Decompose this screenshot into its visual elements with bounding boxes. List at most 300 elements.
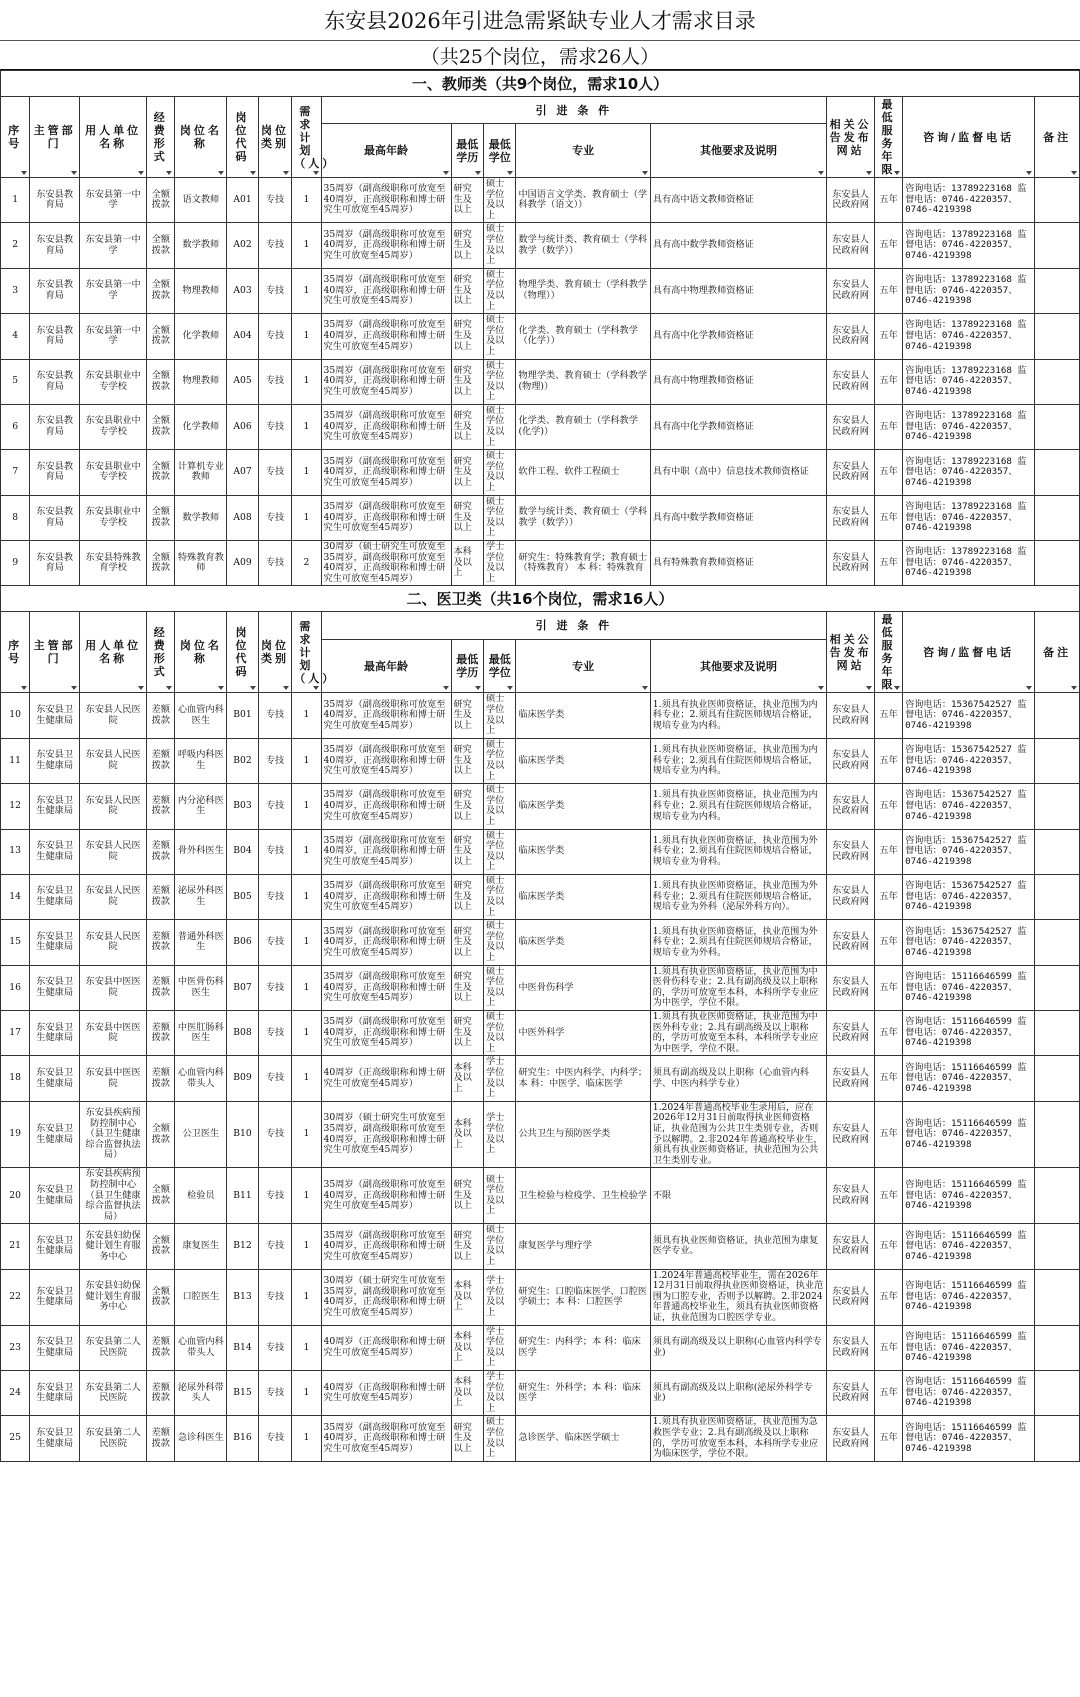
cell-age: 40周岁（正高级职称和博士研究生可放宽至45周岁）: [321, 1325, 451, 1370]
cell-site: 东安县人民政府网: [827, 495, 875, 540]
cell-deg: 硕士学位及以上: [483, 920, 515, 965]
column-header-conditions: 引 进 条 件: [321, 97, 827, 124]
cell-unit: 东安县职业中专学校: [80, 450, 147, 495]
table-row: [1, 495, 1080, 540]
cell-dept: 东安县卫生健康局: [30, 1371, 80, 1416]
cell-plan: 1: [292, 965, 321, 1010]
cell-other: 须具有副高级及以上职称(泌尿外科学专业): [650, 1371, 827, 1416]
cell-post: 化学教师: [175, 314, 227, 359]
cell-deg: 学士学位及以上: [483, 1269, 515, 1325]
cell-code: B01: [227, 693, 258, 738]
cell-other: 1.须具有执业医师资格证，执业范围为中医骨伤科专业；2.具有副高级及以上职称的，学历可放宽至本科，本科所学专业应为中医学，学位不限。: [650, 965, 827, 1010]
cell-age: 30周岁（硕士研究生可放宽至35周岁，副高级职称可放宽至40周岁，正高级职称和博士研究生可放宽至45周岁）: [321, 541, 451, 586]
cell-note: [1035, 738, 1080, 783]
cell-site: 东安县人民政府网: [827, 1325, 875, 1370]
cell-plan: 1: [292, 1168, 321, 1224]
column-header-code[interactable]: 岗位代码: [227, 97, 258, 178]
column-header-years[interactable]: 最低服务年限: [874, 97, 902, 178]
cell-unit: 东安县中医医院: [80, 1056, 147, 1101]
cell-phone: 咨询电话：13789223168 监督电话：0746-4220357、0746-4219398: [903, 223, 1035, 268]
cell-years: 五年: [874, 738, 902, 783]
column-header-deg[interactable]: 最低学位: [483, 639, 515, 693]
cell-phone: 咨询电话：13789223168 监督电话：0746-4220357、0746-4219398: [903, 359, 1035, 404]
cell-deg: 硕士学位及以上: [483, 268, 515, 313]
cell-dept: 东安县教育局: [30, 450, 80, 495]
cell-cat: 专技: [258, 541, 292, 586]
cell-phone: 咨询电话：13789223168 监督电话：0746-4220357、0746-4219398: [903, 178, 1035, 223]
cell-years: 五年: [874, 178, 902, 223]
cell-fund: 差额拨款: [147, 693, 175, 738]
table-row: [1, 829, 1080, 874]
cell-phone: 咨询电话：15116646599 监督电话：0746-4220357、0746-4219398: [903, 965, 1035, 1010]
cell-plan: 2: [292, 541, 321, 586]
cell-note: [1035, 1269, 1080, 1325]
cell-dept: 东安县教育局: [30, 314, 80, 359]
column-header-edu[interactable]: 最低学历: [451, 639, 483, 693]
cell-years: 五年: [874, 1011, 902, 1056]
cell-post: 数学教师: [175, 495, 227, 540]
cell-edu: 研究生及以上: [451, 784, 483, 829]
cell-deg: 硕士学位及以上: [483, 874, 515, 919]
cell-seq: 12: [1, 784, 30, 829]
cell-deg: 硕士学位及以上: [483, 1416, 515, 1461]
cell-other: 1.2024年普通高校毕业生，需在2026年12月31日前取得执业医师资格证，执业范围为口腔专业，否则予以解聘。2.非2024年普通高校毕业生，须具有执业医师资格证，执业范围为口腔医学专业。: [650, 1269, 827, 1325]
cell-age: 35周岁（副高级职称可放宽至40周岁，正高级职称和博士研究生可放宽至45周岁）: [321, 874, 451, 919]
document-title: 东安县2026年引进急需紧缺专业人才需求目录: [0, 0, 1080, 41]
column-header-other[interactable]: 其他要求及说明: [650, 639, 827, 693]
cell-deg: 硕士学位及以上: [483, 1011, 515, 1056]
cell-edu: 研究生及以上: [451, 223, 483, 268]
cell-post: 呼吸内科医生: [175, 738, 227, 783]
cell-unit: 东安县职业中专学校: [80, 359, 147, 404]
cell-years: 五年: [874, 1416, 902, 1461]
column-header-cat[interactable]: 岗位类别: [258, 612, 292, 693]
column-header-major[interactable]: 专业: [516, 639, 650, 693]
cell-unit: 东安县第一中学: [80, 314, 147, 359]
cell-major: 研究生：外科学；本 科：临床医学: [516, 1371, 650, 1416]
cell-dept: 东安县教育局: [30, 359, 80, 404]
cell-deg: 硕士学位及以上: [483, 359, 515, 404]
column-header-age[interactable]: 最高年龄: [321, 124, 451, 178]
cell-cat: 专技: [258, 874, 292, 919]
cell-site: 东安县人民政府网: [827, 965, 875, 1010]
cell-plan: 1: [292, 1056, 321, 1101]
cell-unit: 东安县第一中学: [80, 178, 147, 223]
table-row: [1, 268, 1080, 313]
cell-dept: 东安县卫生健康局: [30, 829, 80, 874]
cell-post: 心血管内科带头人: [175, 1325, 227, 1370]
column-header-code[interactable]: 岗位代码: [227, 612, 258, 693]
cell-seq: 25: [1, 1416, 30, 1461]
cell-dept: 东安县卫生健康局: [30, 920, 80, 965]
column-header-deg[interactable]: 最低学位: [483, 124, 515, 178]
table-row: [1, 920, 1080, 965]
cell-years: 五年: [874, 359, 902, 404]
cell-phone: 咨询电话：15367542527 监督电话：0746-4220357、0746-4219398: [903, 784, 1035, 829]
cell-age: 30周岁（硕士研究生可放宽至35周岁，副高级职称可放宽至40周岁，正高级职称和博士研究生可放宽至45周岁）: [321, 1101, 451, 1168]
cell-cat: 专技: [258, 1101, 292, 1168]
column-header-major[interactable]: 专业: [516, 124, 650, 178]
cell-plan: 1: [292, 738, 321, 783]
cell-age: 35周岁（副高级职称可放宽至40周岁，正高级职称和博士研究生可放宽至45周岁）: [321, 1168, 451, 1224]
column-header-plan[interactable]: 需求计划（人）: [292, 612, 321, 693]
cell-site: 东安县人民政府网: [827, 1056, 875, 1101]
table-row: [1, 874, 1080, 919]
cell-years: 五年: [874, 404, 902, 449]
table-row: [1, 178, 1080, 223]
cell-age: 35周岁（副高级职称可放宽至40周岁，正高级职称和博士研究生可放宽至45周岁）: [321, 1416, 451, 1461]
column-header-post[interactable]: 岗位名称: [175, 612, 227, 693]
cell-unit: 东安县妇幼保健计划生育服务中心: [80, 1224, 147, 1269]
cell-dept: 东安县教育局: [30, 178, 80, 223]
cell-fund: 差额拨款: [147, 829, 175, 874]
cell-site: 东安县人民政府网: [827, 223, 875, 268]
cell-code: B12: [227, 1224, 258, 1269]
cell-note: [1035, 1224, 1080, 1269]
cell-edu: 研究生及以上: [451, 314, 483, 359]
cell-years: 五年: [874, 450, 902, 495]
cell-other: 须具有执业医师资格证，执业范围为康复医学专业。: [650, 1224, 827, 1269]
cell-phone: 咨询电话：15367542527 监督电话：0746-4220357、0746-4219398: [903, 829, 1035, 874]
cell-age: 35周岁（副高级职称可放宽至40周岁，正高级职称和博士研究生可放宽至45周岁）: [321, 359, 451, 404]
cell-other: 1.须具有执业医师资格证，执业范围为中医外科专业；2.具有副高级及以上职称的，学历可放宽至本科，本科所学专业应为中医学，学位不限。: [650, 1011, 827, 1056]
cell-cat: 专技: [258, 1224, 292, 1269]
column-header-unit[interactable]: 用人单位名称: [80, 612, 147, 693]
column-header-phone[interactable]: 咨询/监督电话: [903, 612, 1035, 693]
cell-years: 五年: [874, 1056, 902, 1101]
cell-code: A08: [227, 495, 258, 540]
cell-other: 具有中职（高中）信息技术教师资格证: [650, 450, 827, 495]
cell-post: 数学教师: [175, 223, 227, 268]
cell-dept: 东安县卫生健康局: [30, 738, 80, 783]
cell-site: 东安县人民政府网: [827, 1011, 875, 1056]
cell-fund: 差额拨款: [147, 1056, 175, 1101]
cell-unit: 东安县第二人民医院: [80, 1325, 147, 1370]
cell-fund: 全额拨款: [147, 1269, 175, 1325]
cell-plan: 1: [292, 1101, 321, 1168]
cell-age: 35周岁（副高级职称可放宽至40周岁，正高级职称和博士研究生可放宽至45周岁）: [321, 268, 451, 313]
cell-cat: 专技: [258, 1325, 292, 1370]
table-row: [1, 1325, 1080, 1370]
table-row: [1, 541, 1080, 586]
cell-major: 临床医学类: [516, 829, 650, 874]
cell-cat: 专技: [258, 1269, 292, 1325]
cell-post: 物理教师: [175, 359, 227, 404]
cell-site: 东安县人民政府网: [827, 1101, 875, 1168]
cell-years: 五年: [874, 495, 902, 540]
cell-other: 具有高中语文教师资格证: [650, 178, 827, 223]
cell-post: 心血管内科带头人: [175, 1056, 227, 1101]
cell-cat: 专技: [258, 693, 292, 738]
cell-unit: 东安县人民医院: [80, 693, 147, 738]
cell-phone: 咨询电话：15367542527 监督电话：0746-4220357、0746-4219398: [903, 874, 1035, 919]
cell-unit: 东安县人民医院: [80, 920, 147, 965]
cell-code: B05: [227, 874, 258, 919]
cell-fund: 差额拨款: [147, 1371, 175, 1416]
cell-site: 东安县人民政府网: [827, 1269, 875, 1325]
table-body: [1, 71, 1080, 1462]
column-header-cat[interactable]: 岗位类别: [258, 97, 292, 178]
cell-dept: 东安县教育局: [30, 268, 80, 313]
cell-cat: 专技: [258, 738, 292, 783]
cell-deg: 硕士学位及以上: [483, 829, 515, 874]
cell-plan: 1: [292, 874, 321, 919]
cell-note: [1035, 1168, 1080, 1224]
cell-age: 35周岁（副高级职称可放宽至40周岁，正高级职称和博士研究生可放宽至45周岁）: [321, 1011, 451, 1056]
cell-unit: 东安县疾病预防控制中心（县卫生健康综合监督执法局）: [80, 1168, 147, 1224]
cell-age: 35周岁（副高级职称可放宽至40周岁，正高级职称和博士研究生可放宽至45周岁）: [321, 314, 451, 359]
column-header-site[interactable]: 相关公告发布网站: [827, 97, 875, 178]
column-header-note[interactable]: 备注: [1035, 97, 1080, 178]
cell-unit: 东安县人民医院: [80, 784, 147, 829]
cell-note: [1035, 874, 1080, 919]
cell-note: [1035, 829, 1080, 874]
cell-cat: 专技: [258, 495, 292, 540]
cell-major: 中国语言文学类、教育硕士（学科教学（语文））: [516, 178, 650, 223]
cell-edu: 研究生及以上: [451, 178, 483, 223]
cell-age: 35周岁（副高级职称可放宽至40周岁，正高级职称和博士研究生可放宽至45周岁）: [321, 495, 451, 540]
cell-post: 心血管内科医生: [175, 693, 227, 738]
cell-note: [1035, 1371, 1080, 1416]
cell-code: B04: [227, 829, 258, 874]
cell-post: 骨外科医生: [175, 829, 227, 874]
cell-fund: 全额拨款: [147, 268, 175, 313]
cell-other: 具有特殊教育教师资格证: [650, 541, 827, 586]
cell-major: 数学与统计类、教育硕士（学科教学（数学））: [516, 223, 650, 268]
column-header-edu[interactable]: 最低学历: [451, 124, 483, 178]
cell-phone: 咨询电话：15116646599 监督电话：0746-4220357、0746-4219398: [903, 1101, 1035, 1168]
cell-cat: 专技: [258, 268, 292, 313]
cell-deg: 硕士学位及以上: [483, 404, 515, 449]
cell-code: B16: [227, 1416, 258, 1461]
table-row: [1, 1168, 1080, 1224]
cell-unit: 东安县职业中专学校: [80, 495, 147, 540]
column-header-dept[interactable]: 主管部门: [30, 612, 80, 693]
cell-years: 五年: [874, 541, 902, 586]
cell-seq: 5: [1, 359, 30, 404]
cell-site: 东安县人民政府网: [827, 738, 875, 783]
cell-age: 35周岁（副高级职称可放宽至40周岁，正高级职称和博士研究生可放宽至45周岁）: [321, 450, 451, 495]
table-row: [1, 450, 1080, 495]
cell-other: 具有高中化学教师资格证: [650, 404, 827, 449]
cell-fund: 全额拨款: [147, 223, 175, 268]
cell-seq: 23: [1, 1325, 30, 1370]
cell-dept: 东安县卫生健康局: [30, 1056, 80, 1101]
cell-years: 五年: [874, 1325, 902, 1370]
cell-dept: 东安县教育局: [30, 541, 80, 586]
cell-deg: 学士学位及以上: [483, 1325, 515, 1370]
cell-post: 物理教师: [175, 268, 227, 313]
cell-phone: 咨询电话：15116646599 监督电话：0746-4220357、0746-4219398: [903, 1416, 1035, 1461]
cell-note: [1035, 1416, 1080, 1461]
cell-major: 临床医学类: [516, 874, 650, 919]
cell-plan: 1: [292, 268, 321, 313]
column-header-post[interactable]: 岗位名称: [175, 97, 227, 178]
table-row: [1, 784, 1080, 829]
cell-years: 五年: [874, 1371, 902, 1416]
cell-site: 东安县人民政府网: [827, 268, 875, 313]
cell-post: 特殊教育教师: [175, 541, 227, 586]
column-header-years[interactable]: 最低服务年限: [874, 612, 902, 693]
cell-code: B14: [227, 1325, 258, 1370]
cell-seq: 19: [1, 1101, 30, 1168]
cell-deg: 硕士学位及以上: [483, 314, 515, 359]
cell-post: 检验员: [175, 1168, 227, 1224]
cell-edu: 研究生及以上: [451, 359, 483, 404]
cell-major: 软件工程、软件工程硕士: [516, 450, 650, 495]
cell-code: B06: [227, 920, 258, 965]
table-row: [1, 693, 1080, 738]
table-row: [1, 1371, 1080, 1416]
cell-site: 东安县人民政府网: [827, 1224, 875, 1269]
cell-edu: 研究生及以上: [451, 965, 483, 1010]
cell-cat: 专技: [258, 178, 292, 223]
cell-deg: 硕士学位及以上: [483, 495, 515, 540]
cell-other: 具有高中数学教师资格证: [650, 495, 827, 540]
cell-seq: 1: [1, 178, 30, 223]
column-header-conditions: 引 进 条 件: [321, 612, 827, 639]
cell-plan: 1: [292, 359, 321, 404]
cell-code: A06: [227, 404, 258, 449]
cell-dept: 东安县卫生健康局: [30, 693, 80, 738]
header-row: [1, 97, 1080, 124]
column-header-site[interactable]: 相关公告发布网站: [827, 612, 875, 693]
cell-other: 具有高中物理教师资格证: [650, 359, 827, 404]
cell-note: [1035, 495, 1080, 540]
cell-other: 1.须具有执业医师资格证，执业范围为内科专业；2.须具有住院医师规培合格证，规培专业为内科。: [650, 738, 827, 783]
cell-note: [1035, 268, 1080, 313]
cell-deg: 学士学位及以上: [483, 1056, 515, 1101]
cell-years: 五年: [874, 965, 902, 1010]
cell-edu: 本科及以上: [451, 1269, 483, 1325]
column-header-fund[interactable]: 经费形式: [147, 97, 175, 178]
cell-cat: 专技: [258, 314, 292, 359]
cell-age: 35周岁（副高级职称可放宽至40周岁，正高级职称和博士研究生可放宽至45周岁）: [321, 829, 451, 874]
cell-major: 化学类、教育硕士（学科教学(化学)）: [516, 404, 650, 449]
cell-years: 五年: [874, 920, 902, 965]
cell-age: 40周岁（正高级职称和博士研究生可放宽至45周岁）: [321, 1056, 451, 1101]
cell-code: B13: [227, 1269, 258, 1325]
cell-seq: 16: [1, 965, 30, 1010]
cell-cat: 专技: [258, 223, 292, 268]
cell-fund: 差额拨款: [147, 874, 175, 919]
cell-fund: 差额拨款: [147, 738, 175, 783]
column-header-plan[interactable]: 需求计划（人）: [292, 97, 321, 178]
cell-unit: 东安县人民医院: [80, 829, 147, 874]
cell-years: 五年: [874, 314, 902, 359]
cell-edu: 研究生及以上: [451, 1168, 483, 1224]
column-header-seq[interactable]: 序号: [1, 612, 30, 693]
cell-code: A05: [227, 359, 258, 404]
cell-post: 泌尿外科医生: [175, 874, 227, 919]
cell-edu: 研究生及以上: [451, 693, 483, 738]
cell-years: 五年: [874, 1224, 902, 1269]
cell-edu: 本科及以上: [451, 1325, 483, 1370]
cell-major: 卫生检验与检疫学、卫生检验学: [516, 1168, 650, 1224]
column-header-phone[interactable]: 咨询/监督电话: [903, 97, 1035, 178]
cell-unit: 东安县特殊教育学校: [80, 541, 147, 586]
cell-dept: 东安县卫生健康局: [30, 1416, 80, 1461]
cell-deg: 学士学位及以上: [483, 541, 515, 586]
cell-other: 1.须具有执业医师资格证，执业范围为外科专业；2.须具有住院医师规培合格证，规培专业为骨科。: [650, 829, 827, 874]
cell-major: 数学与统计类、教育硕士（学科教学（数学））: [516, 495, 650, 540]
table-row: [1, 1269, 1080, 1325]
positions-table: [0, 70, 1080, 1462]
cell-seq: 11: [1, 738, 30, 783]
cell-deg: 硕士学位及以上: [483, 450, 515, 495]
column-header-seq[interactable]: 序号: [1, 97, 30, 178]
cell-edu: 研究生及以上: [451, 404, 483, 449]
cell-dept: 东安县卫生健康局: [30, 1224, 80, 1269]
column-header-unit[interactable]: 用人单位名称: [80, 97, 147, 178]
cell-edu: 研究生及以上: [451, 268, 483, 313]
cell-dept: 东安县卫生健康局: [30, 784, 80, 829]
cell-plan: 1: [292, 178, 321, 223]
column-header-note[interactable]: 备注: [1035, 612, 1080, 693]
cell-post: 中医肛肠科医生: [175, 1011, 227, 1056]
cell-code: B15: [227, 1371, 258, 1416]
column-header-other[interactable]: 其他要求及说明: [650, 124, 827, 178]
cell-post: 普通外科医生: [175, 920, 227, 965]
cell-edu: 研究生及以上: [451, 1011, 483, 1056]
cell-fund: 全额拨款: [147, 314, 175, 359]
cell-cat: 专技: [258, 1168, 292, 1224]
cell-deg: 硕士学位及以上: [483, 1168, 515, 1224]
cell-seq: 21: [1, 1224, 30, 1269]
cell-plan: 1: [292, 1011, 321, 1056]
cell-site: 东安县人民政府网: [827, 1371, 875, 1416]
cell-seq: 4: [1, 314, 30, 359]
cell-code: A03: [227, 268, 258, 313]
table-row: [1, 1224, 1080, 1269]
cell-unit: 东安县中医医院: [80, 1011, 147, 1056]
cell-major: 急诊医学、临床医学硕士: [516, 1416, 650, 1461]
cell-dept: 东安县卫生健康局: [30, 1011, 80, 1056]
cell-note: [1035, 223, 1080, 268]
table-row: [1, 1011, 1080, 1056]
cell-seq: 3: [1, 268, 30, 313]
cell-fund: 差额拨款: [147, 920, 175, 965]
column-header-age[interactable]: 最高年龄: [321, 639, 451, 693]
column-header-fund[interactable]: 经费形式: [147, 612, 175, 693]
cell-other: 1.须具有执业医师资格证，执业范围为内科专业；2.须具有住院医师规培合格证，规培专业为内科。: [650, 784, 827, 829]
cell-fund: 全额拨款: [147, 359, 175, 404]
cell-unit: 东安县中医医院: [80, 965, 147, 1010]
cell-dept: 东安县卫生健康局: [30, 1325, 80, 1370]
cell-cat: 专技: [258, 1416, 292, 1461]
cell-deg: 硕士学位及以上: [483, 178, 515, 223]
cell-deg: 硕士学位及以上: [483, 693, 515, 738]
cell-major: 研究生：内科学；本 科：临床医学: [516, 1325, 650, 1370]
cell-major: 临床医学类: [516, 920, 650, 965]
cell-phone: 咨询电话：15367542527 监督电话：0746-4220357、0746-4219398: [903, 920, 1035, 965]
cell-code: B08: [227, 1011, 258, 1056]
cell-edu: 本科及以上: [451, 541, 483, 586]
cell-edu: 研究生及以上: [451, 920, 483, 965]
cell-site: 东安县人民政府网: [827, 693, 875, 738]
cell-code: B03: [227, 784, 258, 829]
cell-age: 35周岁（副高级职称可放宽至40周岁，正高级职称和博士研究生可放宽至45周岁）: [321, 223, 451, 268]
cell-dept: 东安县卫生健康局: [30, 965, 80, 1010]
cell-post: 口腔医生: [175, 1269, 227, 1325]
cell-seq: 15: [1, 920, 30, 965]
cell-fund: 全额拨款: [147, 450, 175, 495]
cell-code: B07: [227, 965, 258, 1010]
cell-post: 公卫医生: [175, 1101, 227, 1168]
column-header-dept[interactable]: 主管部门: [30, 97, 80, 178]
cell-phone: 咨询电话：15116646599 监督电话：0746-4220357、0746-4219398: [903, 1269, 1035, 1325]
cell-seq: 6: [1, 404, 30, 449]
